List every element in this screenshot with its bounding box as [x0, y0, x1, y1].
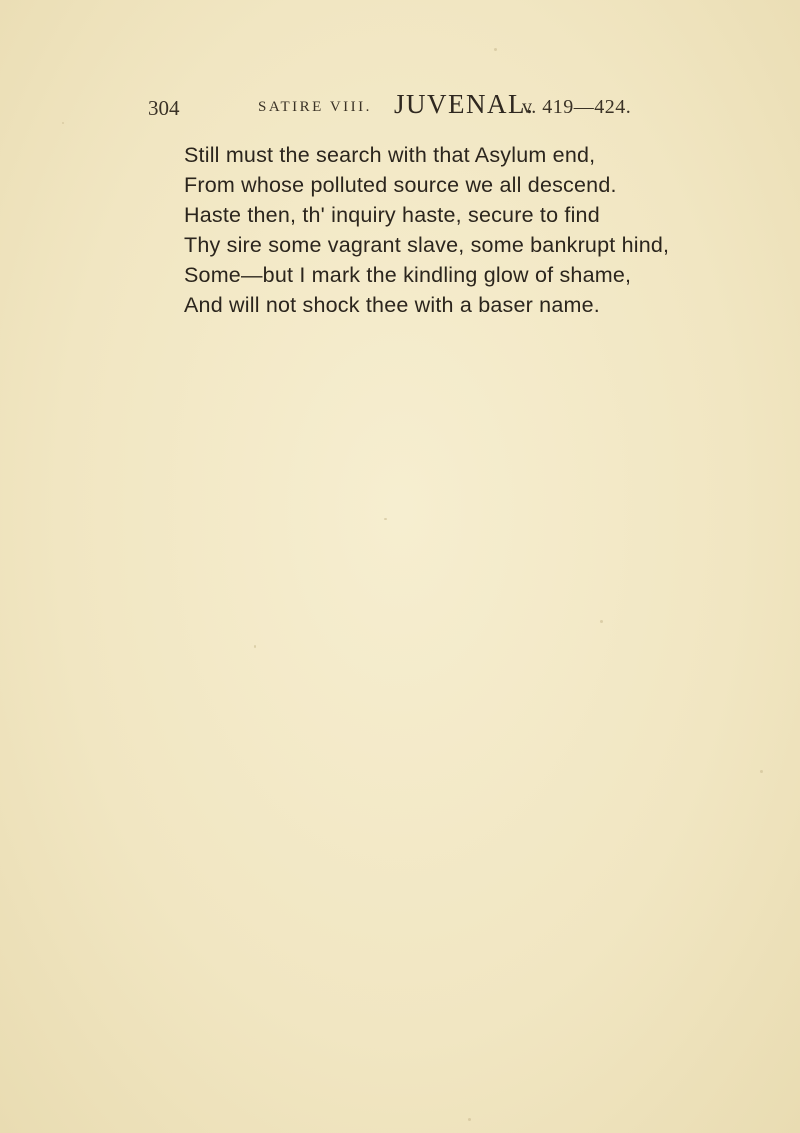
running-head	[148, 88, 658, 122]
poem-line: From whose polluted source we all descend.	[184, 173, 617, 197]
paper-speck	[384, 518, 387, 520]
page-number: 304	[148, 96, 180, 120]
poem-line: Thy sire some vagrant slave, some bankrupt hind,	[184, 233, 670, 257]
paper-speck	[494, 48, 497, 51]
paper-speck	[760, 770, 763, 773]
poem-line: Haste then, th' inquiry haste, secure to find	[184, 203, 600, 227]
verse-range: v. 419—424.	[522, 96, 632, 118]
satire-number: SATIRE VIII.	[258, 99, 372, 115]
paper-speck	[600, 620, 603, 623]
poem-line: And will not shock thee with a baser name.	[184, 293, 600, 317]
poem-line: Some—but I mark the kindling glow of shame,	[184, 263, 632, 287]
paper-speck	[62, 122, 64, 124]
poem-line: Still must the search with that Asylum end,	[184, 143, 596, 167]
author-name: JUVENAL.	[394, 89, 535, 119]
paper-speck	[468, 1118, 471, 1121]
poem-body	[180, 140, 760, 320]
paper-speck	[254, 645, 256, 648]
